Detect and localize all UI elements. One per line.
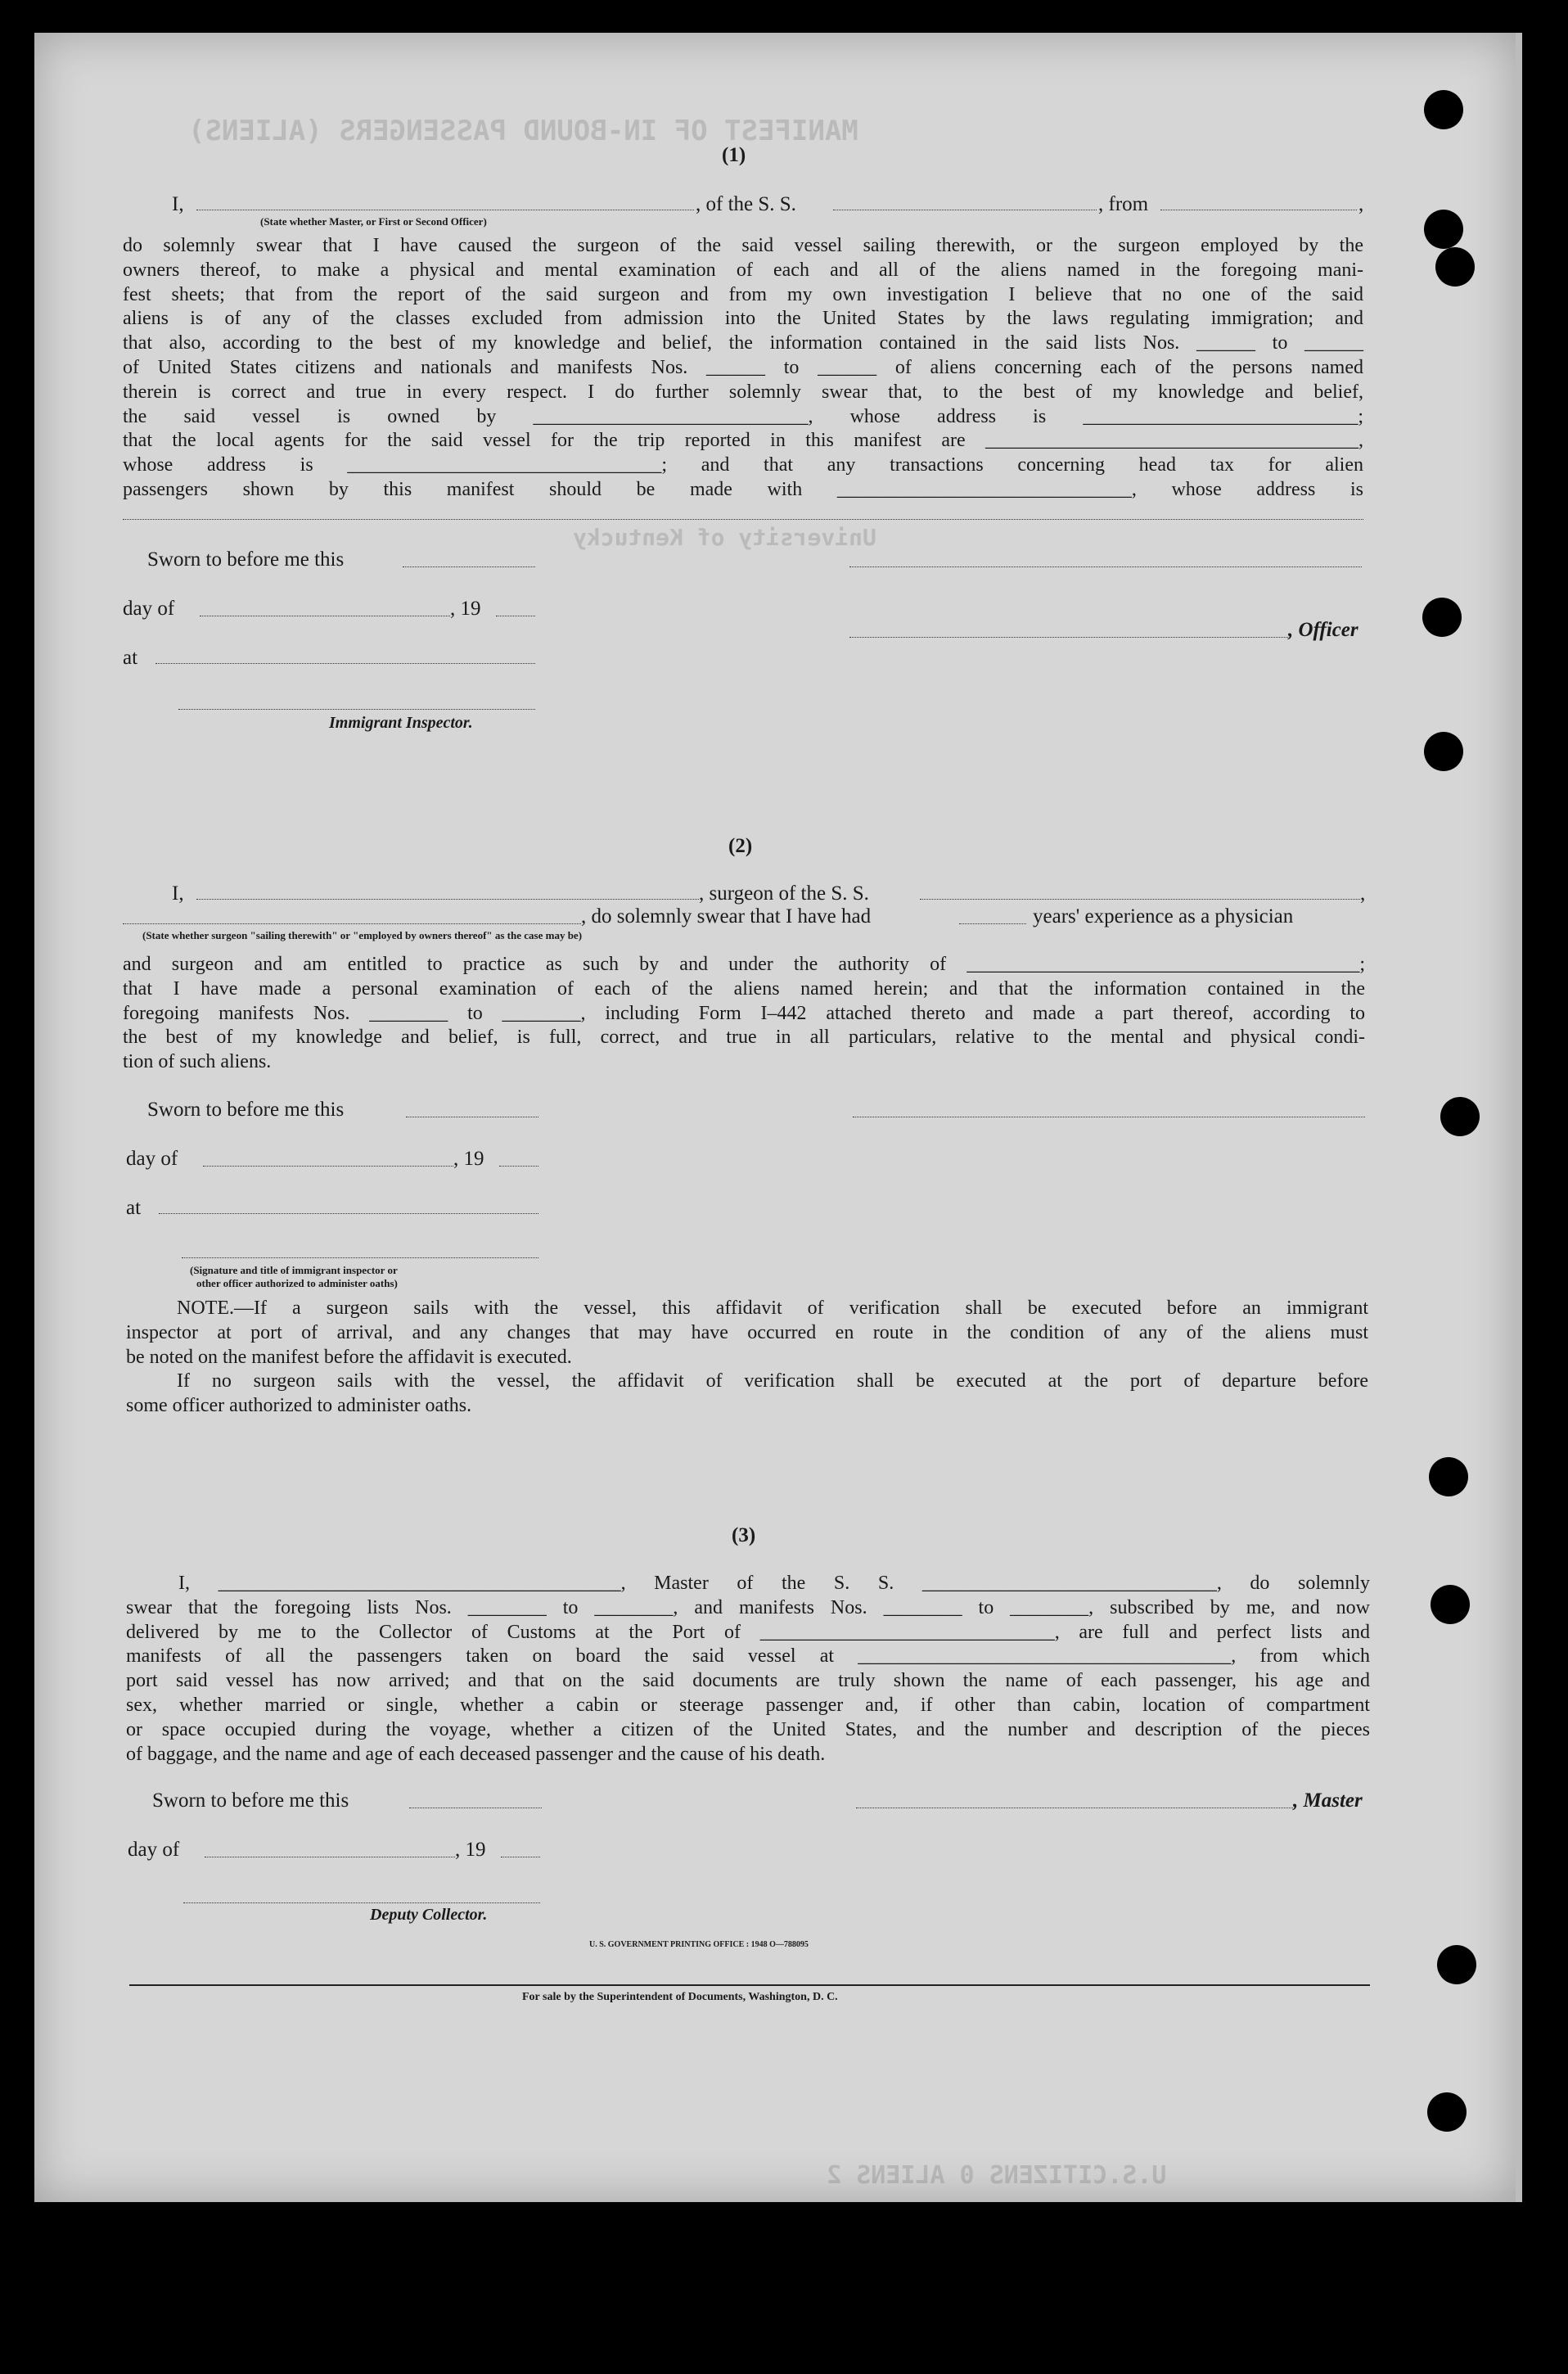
section-2-note <box>126 1297 1368 1419</box>
body-line: that the local agents for the said vessel for the trip reported in this manifest are ______________________________________, <box>123 430 1363 452</box>
sworn-label: Sworn to before me this <box>152 1790 349 1812</box>
note-line: be noted on the manifest before the affidavit is executed. <box>126 1346 572 1368</box>
punch-hole <box>1429 1457 1468 1496</box>
year-label: , 19 <box>453 1148 484 1170</box>
punch-hole <box>1424 210 1463 249</box>
master-label: , Master <box>1293 1790 1363 1812</box>
deputy-collector-label: Deputy Collector. <box>370 1906 488 1924</box>
body-line: or space occupied during the voyage, whether a citizen of the United States, and the number and description of the pieces <box>126 1718 1370 1740</box>
section-3-body <box>126 1572 1370 1767</box>
body-line: of United States citizens and nationals and manifests Nos. ______ to ______ of aliens concerning each of the persons named <box>123 356 1363 378</box>
sworn-label: Sworn to before me this <box>147 548 345 571</box>
section-2-number: (2) <box>728 835 753 857</box>
sworn-year-field[interactable] <box>499 1166 538 1167</box>
surgeon-vessel-field[interactable] <box>920 899 1360 900</box>
note-line: NOTE.—If a surgeon sails with the vessel, this affidavit of verification shall be executed before an immigrant <box>177 1298 1368 1319</box>
note-line: If no surgeon sails with the vessel, the affidavit of verification shall be executed at the port of departure before <box>177 1370 1368 1392</box>
body-line: the best of my knowledge and belief, is full, correct, and true in all particulars, relative to the mental and physical condi- <box>123 1027 1365 1049</box>
punch-hole <box>1424 732 1463 771</box>
surgeon-status-field[interactable] <box>123 923 581 924</box>
body-line: therein is correct and true in every respect. I do further solemnly swear that, to the best of my knowledge and belief, <box>123 381 1363 403</box>
officer-signature-field[interactable] <box>849 566 1362 567</box>
body-line: I, _________________________________________, Master of the S. S. ______________________________, do solemnly <box>178 1573 1370 1594</box>
body-line: passengers shown by this manifest should be made with ______________________________, whose address is <box>123 478 1363 500</box>
page-edge <box>1516 33 1522 2202</box>
declarant-label: I, <box>172 193 184 215</box>
year-label: , 19 <box>455 1839 486 1861</box>
sworn-place-field[interactable] <box>159 1213 538 1214</box>
punch-hole <box>1440 1097 1480 1136</box>
officer-label: , Officer <box>1288 619 1358 641</box>
body-line: foregoing manifests Nos. ________ to ________, including Form I–442 attached thereto and made a part thereof, according to <box>123 1002 1365 1024</box>
body-line: of baggage, and the name and age of each deceased passenger and the cause of his death. <box>126 1743 826 1765</box>
collector-signature-field[interactable] <box>183 1902 540 1903</box>
body-line: port said vessel has now arrived; and that on the said documents are truly shown the name of each passenger, his age and <box>126 1670 1370 1692</box>
body-line: swear that the foregoing lists Nos. ________ to ________, and manifests Nos. ________ to ________, subscribed by me, and now <box>126 1596 1370 1618</box>
sworn-day-field[interactable] <box>403 566 535 567</box>
at-label: at <box>126 1197 142 1219</box>
body-line: and surgeon and am entitled to practice as such by and under the authority of ________________________________________; <box>123 954 1365 975</box>
body-line: whose address is ________________________________; and that any transactions concerning head tax for alien <box>123 454 1363 476</box>
bleed-through-text: University of Kentucky <box>573 524 876 551</box>
day-of-label: day of <box>123 598 175 620</box>
inspector-signature-field[interactable] <box>182 1257 538 1258</box>
year-label: , 19 <box>450 598 481 620</box>
punch-hole <box>1427 2092 1467 2132</box>
section-2-body <box>123 953 1365 1075</box>
note-line: inspector at port of arrival, and any changes that may have occurred en route in the condition of any of the aliens must <box>126 1321 1368 1343</box>
day-of-label: day of <box>126 1148 178 1170</box>
officer-title-field[interactable] <box>849 637 1288 638</box>
body-line: delivered by me to the Collector of Customs at the Port of ______________________________, are full and perfect lists and <box>126 1621 1370 1643</box>
line-comma: , <box>1358 193 1364 215</box>
experience-label: , do solemnly swear that I have had <box>581 905 872 927</box>
day-of-label: day of <box>128 1839 180 1861</box>
printing-office-line: U. S. GOVERNMENT PRINTING OFFICE : 1948 O—788095 <box>589 1940 809 1949</box>
body-line: that I have made a personal examination of each of the aliens named herein; and that the information contained in the <box>123 977 1365 1000</box>
body-line: sex, whether married or single, whether a cabin or steerage passenger and, if other than cabin, location of compartment <box>126 1694 1370 1716</box>
bleed-through-text: U.S.CITIZENS 0 ALIENS 2 <box>827 2161 1167 2190</box>
sworn-month-field[interactable] <box>203 1166 453 1167</box>
inspector-signature-field[interactable] <box>178 709 535 710</box>
officer-rank-caption: (State whether Master, or First or Second Officer) <box>260 215 487 228</box>
experience-years-field[interactable] <box>959 923 1026 924</box>
punch-hole <box>1424 90 1463 129</box>
punch-hole <box>1422 598 1462 637</box>
sworn-label: Sworn to before me this <box>147 1099 345 1121</box>
head-tax-address-field[interactable] <box>123 519 1363 520</box>
note-line: some officer authorized to administer oaths. <box>126 1395 472 1417</box>
punch-hole <box>1437 1945 1476 1984</box>
vessel-label: , of the S. S. <box>696 193 796 215</box>
body-line: do solemnly swear that I have caused the surgeon of the said vessel sailing therewith, or the surgeon employed by the <box>123 235 1363 256</box>
body-line: owners thereof, to make a physical and mental examination of each and all of the aliens named in the foregoing mani- <box>123 259 1363 281</box>
section-3-number: (3) <box>732 1524 756 1546</box>
inspector-label: Immigrant Inspector. <box>329 714 473 732</box>
body-line: fest sheets; that from the report of the said surgeon and from my own investigation I believe that no one of the said <box>123 283 1363 305</box>
body-line: that also, according to the best of my knowledge and belief, the information contained in the said lists Nos. ______ to ______ <box>123 332 1363 354</box>
physician-label: years' experience as a physician <box>1033 905 1294 927</box>
line-comma: , <box>1360 882 1366 905</box>
punch-hole <box>1435 247 1475 287</box>
surgeon-vessel-label: , surgeon of the S. S. <box>699 882 869 905</box>
at-label: at <box>123 647 138 669</box>
declarant-label: I, <box>172 882 184 905</box>
bleed-through-text: MANIFEST OF IN-BOUND PASSENGERS (ALIENS) <box>188 115 858 147</box>
body-line: manifests of all the passengers taken on board the said vessel at ______________________________________, from which <box>126 1645 1370 1668</box>
signature-caption: other officer authorized to administer oaths) <box>196 1277 398 1289</box>
signature-caption: (Signature and title of immigrant inspector or <box>190 1264 398 1276</box>
from-label: , from <box>1098 193 1149 215</box>
section-1-number: (1) <box>722 144 746 166</box>
punch-hole <box>1431 1585 1470 1624</box>
section-1-body <box>123 234 1363 503</box>
sworn-place-field[interactable] <box>155 663 535 664</box>
body-line: tion of such aliens. <box>123 1051 272 1073</box>
body-line: the said vessel is owned by ____________________________, whose address is ____________________________; <box>123 405 1363 427</box>
surgeon-name-field[interactable] <box>196 899 699 900</box>
surgeon-status-caption: (State whether surgeon "sailing therewith" or "employed by owners thereof" as the case may be) <box>142 929 583 941</box>
body-line: aliens is of any of the classes excluded from admission into the United States by the laws regulating immigration; and <box>123 308 1363 330</box>
footer-rule <box>129 1984 1370 1986</box>
sale-notice: For sale by the Superintendent of Documents, Washington, D. C. <box>522 1991 838 2003</box>
